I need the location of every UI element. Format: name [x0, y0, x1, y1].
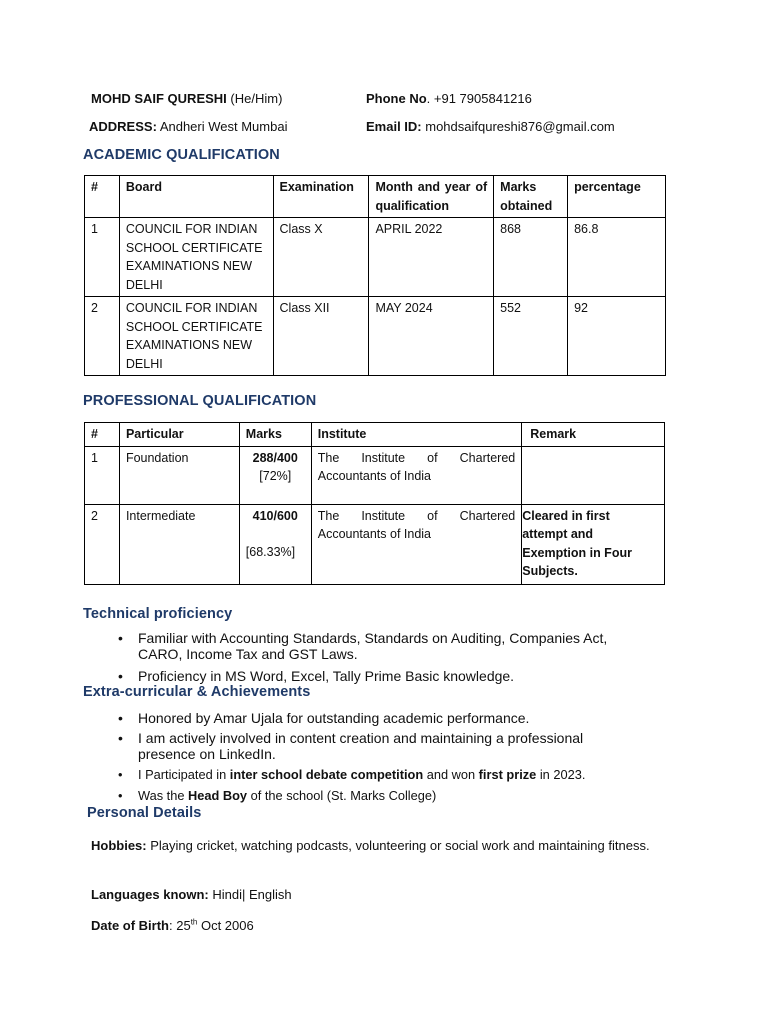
col-header: Month and year of qualification [369, 176, 494, 218]
phone-value: . +91 7905841216 [426, 91, 532, 106]
cell: 86.8 [568, 218, 666, 297]
text-span: Was the [138, 788, 189, 803]
marks-value: 410/600 [252, 508, 298, 523]
col-header: Marks obtained [494, 176, 568, 218]
text-span: and won [423, 767, 479, 782]
phone-label: Phone No [366, 91, 427, 106]
dob-rest: Oct 2006 [197, 918, 254, 933]
address-value: Andheri West Mumbai [159, 119, 288, 134]
list-item: • Honored by Amar Ujala for outstanding academic performance. [116, 710, 636, 726]
dob-suffix: th [190, 917, 198, 927]
list-item [116, 788, 636, 804]
languages-line [91, 887, 292, 902]
table-row [85, 504, 665, 584]
marks-cell [239, 446, 311, 504]
text-span: first prize [478, 767, 537, 782]
cell: APRIL 2022 [369, 218, 494, 297]
dob-day: : 25 [169, 918, 191, 933]
list-item: • Proficiency in MS Word, Excel, Tally Prime Basic knowledge. [116, 668, 646, 684]
cell: COUNCIL FOR INDIAN SCHOOL CERTIFICATE EXAMINATIONS NEW DELHI [119, 297, 273, 376]
col-header: percentage [568, 176, 666, 218]
remark-cell: Cleared in first attempt and Exemption in Four Subjects. [522, 504, 665, 584]
list-item: • Familiar with Accounting Standards, Standards on Auditing, Companies Act, CARO, Income Tax and GST Laws. [116, 630, 646, 662]
technical-list [116, 630, 646, 684]
academic-table [84, 175, 666, 376]
text-span: in 2023. [536, 767, 586, 782]
col-header: Marks [239, 423, 311, 447]
cell: Class XII [273, 297, 369, 376]
cell: 868 [494, 218, 568, 297]
pronouns: (He/Him) [230, 91, 283, 106]
professional-heading: PROFESSIONAL QUALIFICATION [83, 393, 317, 409]
name-line [91, 91, 282, 106]
cell: COUNCIL FOR INDIAN SCHOOL CERTIFICATE EXAMINATIONS NEW DELHI [119, 218, 273, 297]
hobbies-line [91, 836, 661, 855]
email-value: mohdsaifqureshi876@gmail.com [425, 119, 615, 134]
col-header: Remark [522, 423, 665, 447]
cell: 92 [568, 297, 666, 376]
hobbies-label: Hobbies: [91, 838, 147, 853]
col-header: # [85, 176, 120, 218]
table-header-row [85, 176, 666, 218]
cell: 1 [85, 446, 120, 504]
personal-heading: Personal Details [87, 805, 202, 821]
marks-percent: [68.33%] [245, 545, 296, 559]
cell: The Institute of Chartered Accountants of India [311, 504, 522, 584]
text-span: inter school debate competition [229, 767, 424, 782]
languages-value: Hindi| English [212, 887, 292, 902]
marks-value: 288/400 [252, 450, 298, 465]
text-span: of the school (St. Marks College) [247, 788, 437, 803]
table-row [85, 297, 666, 376]
address-label: ADDRESS: [89, 119, 157, 134]
academic-heading: ACADEMIC QUALIFICATION [83, 147, 280, 163]
dob-line [91, 918, 254, 933]
cell: 1 [85, 218, 120, 297]
cell: The Institute of Chartered Accountants of India [311, 446, 522, 504]
extra-heading: Extra-curricular & Achievements [83, 684, 311, 700]
cell: 552 [494, 297, 568, 376]
phone-line [366, 91, 532, 106]
col-header: Board [119, 176, 273, 218]
address-line [89, 119, 287, 134]
table-row [85, 446, 665, 504]
col-header: Institute [311, 423, 522, 447]
professional-table [84, 422, 665, 585]
languages-label: Languages known: [91, 887, 209, 902]
cell: 2 [85, 504, 120, 584]
extra-list [116, 710, 636, 804]
col-header: Examination [273, 176, 369, 218]
text-span: Head Boy [188, 788, 248, 803]
cell: Intermediate [119, 504, 239, 584]
cell [522, 446, 665, 504]
list-item [116, 767, 636, 783]
cell: Foundation [119, 446, 239, 504]
table-row [85, 218, 666, 297]
table-header-row [85, 423, 665, 447]
candidate-name: MOHD SAIF QURESHI [91, 91, 227, 106]
list-item: • I am actively involved in content creation and maintaining a professional presence on LinkedIn. [116, 730, 636, 762]
email-line [366, 119, 615, 134]
email-label: Email ID: [366, 119, 422, 134]
cell: Class X [273, 218, 369, 297]
col-header: # [85, 423, 120, 447]
dob-label: Date of Birth [91, 918, 169, 933]
col-header: Particular [119, 423, 239, 447]
hobbies-value: Playing cricket, watching podcasts, volunteering or social work and maintaining fitness. [150, 838, 650, 853]
text-span: I Participated in [138, 767, 230, 782]
cell: 2 [85, 297, 120, 376]
technical-heading: Technical proficiency [83, 606, 233, 622]
marks-percent: [72%] [259, 469, 292, 483]
marks-cell [239, 504, 311, 584]
cell: MAY 2024 [369, 297, 494, 376]
